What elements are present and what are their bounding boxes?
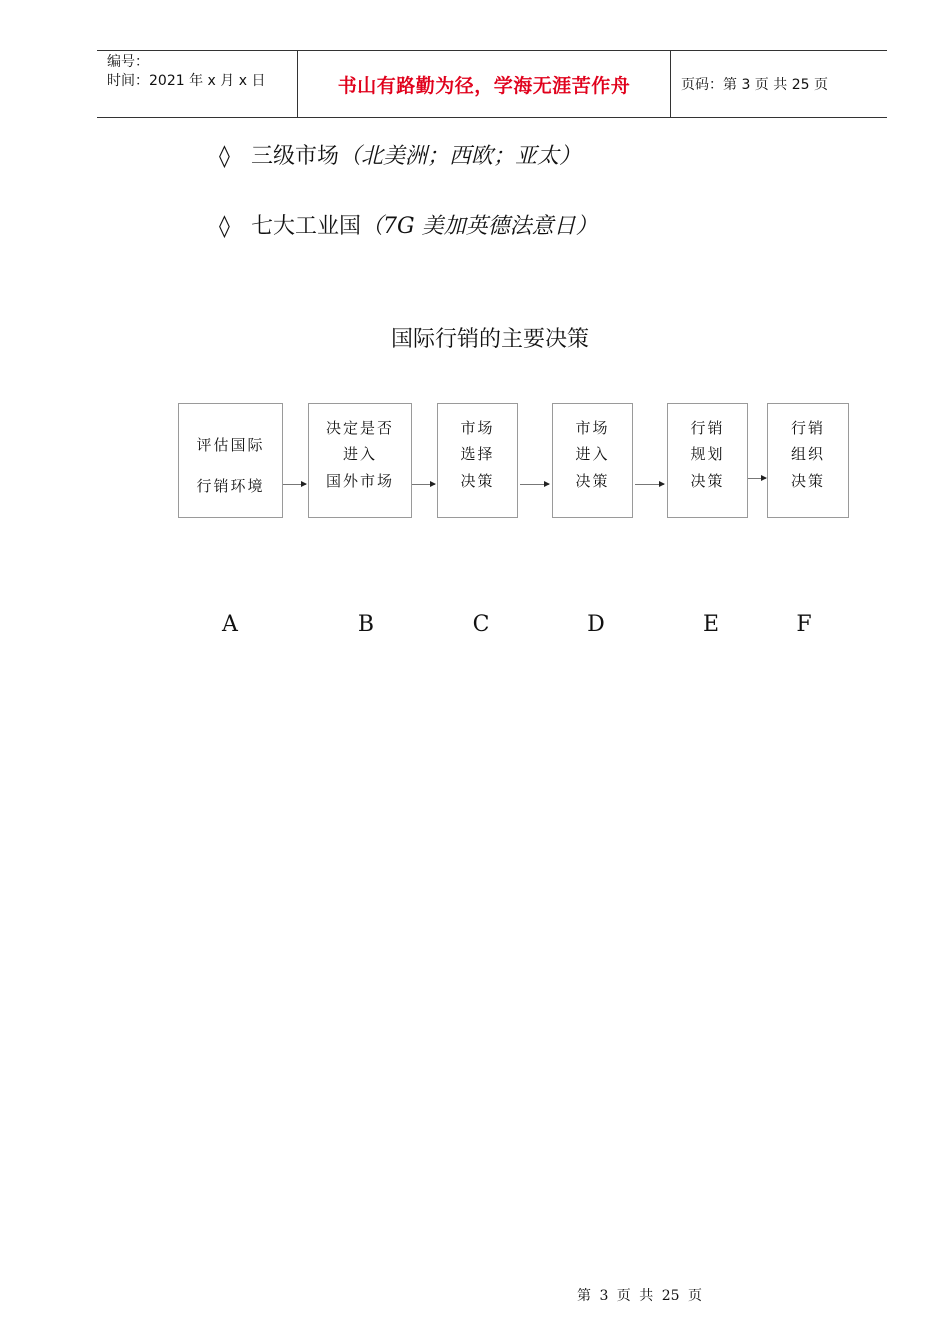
step-box-line: 进入 [342,445,377,463]
flow-arrow [412,484,435,485]
bullet-note: （7G 美加英德法意日） [361,214,598,239]
step-letter-e: E [702,612,720,637]
header-motto-cell [298,51,671,117]
step-box-line: 行销环境 [196,477,265,495]
step-box-line: 市场 [460,419,495,437]
step-letter-b: B [357,612,375,637]
bullet-note: （北美洲；西欧；亚太） [339,144,582,169]
step-letter-c: C [472,612,490,637]
header-page-label: 页码：第 3 页 共 25 页 [681,77,828,93]
bullet-item [219,212,598,242]
step-letter-f: F [796,612,812,637]
step-box-line: 进入 [575,445,610,463]
step-box-line: 规划 [690,445,725,463]
step-box-f [767,403,849,518]
diagram-title: 国际行销的主要决策 [390,327,589,352]
diamond-icon: ◊ [219,144,230,169]
step-box-line: 决定是否 [325,419,394,437]
step-box-line: 决策 [460,472,495,490]
step-letter-d: D [587,612,605,637]
page-footer: 第 3 页 共 25 页 [577,1288,702,1304]
step-letter-a: A [222,612,238,637]
step-box-line: 评估国际 [196,436,265,454]
step-box-d [552,403,633,518]
step-box-line: 行销 [790,419,825,437]
flow-arrow [635,484,664,485]
step-box-line: 决策 [575,472,610,490]
page-header [97,50,887,118]
bullet-text: 三级市场 [251,144,340,169]
flow-arrow [283,484,306,485]
step-box-line: 决策 [690,472,725,490]
step-box-line: 选择 [460,445,495,463]
bullet-text: 七大工业国 [251,214,362,239]
diamond-icon: ◊ [219,214,230,239]
header-page-cell [671,51,887,117]
step-box-line: 市场 [575,419,610,437]
bullet-item [219,142,581,172]
header-time-label: 时间：2021 年 x 月 x 日 [107,73,266,89]
step-box-line: 行销 [690,419,725,437]
step-box-e [667,403,748,518]
step-box-a [178,403,283,518]
step-box-line: 组织 [790,445,825,463]
header-number-label: 编号： [107,54,149,70]
step-box-line: 国外市场 [325,472,394,490]
header-motto: 书山有路勤为径，学海无涯苦作舟 [337,74,631,97]
step-box-c [437,403,518,518]
step-box-line: 决策 [790,472,825,490]
flow-arrow [748,478,766,479]
flow-arrow [520,484,549,485]
step-box-b [308,403,412,518]
header-meta-cell [97,51,298,117]
